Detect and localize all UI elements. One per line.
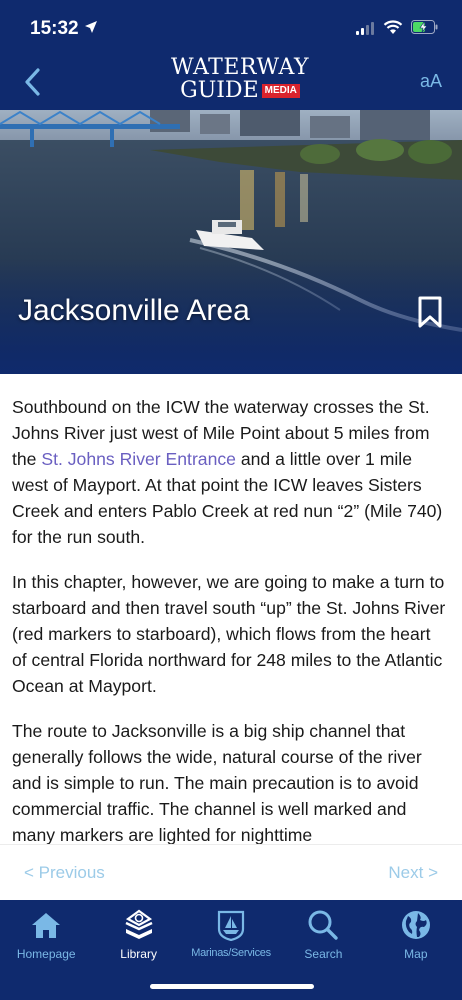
st-johns-river-entrance-link[interactable]: St. Johns River Entrance — [41, 449, 236, 469]
library-icon — [122, 908, 156, 942]
article-paragraph: The route to Jacksonville is a big ship channel that generally follows the wide, natural course of the river and is simple to run. The main precaution is to avoid commercial traffic. The channel is well marked and many markers are lighted for nighttime — [12, 721, 422, 844]
tab-map[interactable] — [370, 900, 462, 1000]
tab-homepage[interactable] — [0, 900, 92, 1000]
bookmark-button[interactable] — [416, 296, 444, 328]
tab-label: Marinas/Services — [191, 947, 271, 959]
battery-charging-icon — [411, 20, 439, 34]
article-paragraph: In this chapter, however, we are going to make a turn to starboard and then travel south “up” the St. Johns River (red markers to starboard), which flows from the heart of central Florida northward for 248 miles to the Atlantic Ocean at Mayport. — [12, 572, 446, 696]
tab-label: Search — [304, 947, 343, 961]
back-button[interactable] — [14, 64, 50, 100]
logo-wordmark-top: WATERWAY — [170, 55, 310, 80]
tab-label: Homepage — [16, 947, 76, 961]
wifi-icon — [383, 19, 403, 35]
next-button[interactable]: Next > — [388, 863, 438, 882]
river-photo — [0, 110, 462, 374]
chapter-title: Jacksonville Area — [18, 294, 250, 327]
status-time: 15:32 — [30, 18, 79, 39]
status-bar — [0, 0, 462, 52]
article-body — [0, 374, 462, 844]
logo-wordmark-bottom: GUIDE — [180, 78, 259, 103]
previous-button[interactable]: < Previous — [24, 863, 105, 882]
location-arrow-icon — [84, 20, 98, 34]
home-indicator[interactable] — [150, 984, 314, 989]
paragraph-text: Southbound on the ICW the waterway crosses the St. Johns River just west of Mile Point about 5 miles from the — [12, 397, 430, 469]
chapter-pager — [0, 844, 462, 900]
chapter-hero-image — [0, 110, 462, 374]
article-paragraph — [12, 394, 450, 550]
search-icon — [306, 908, 340, 942]
navigation-bar — [0, 52, 462, 110]
logo-media-badge: MEDIA — [262, 84, 300, 98]
waterway-guide-logo — [160, 56, 320, 108]
bookmark-icon — [416, 296, 444, 328]
cellular-signal-icon — [356, 22, 376, 35]
paragraph-text: and a little over 1 mile west of Mayport. At that point the ICW leaves Sisters Creek and enters Pablo Creek at red nun “2” (Mile 740) for the run south. — [12, 449, 443, 547]
globe-icon — [399, 908, 433, 942]
home-icon — [29, 908, 63, 942]
font-size-button[interactable]: aA — [419, 71, 442, 91]
chevron-left-icon — [23, 68, 41, 96]
tab-label: Library — [120, 947, 157, 961]
marina-icon — [214, 908, 248, 942]
tab-label: Map — [404, 947, 428, 961]
